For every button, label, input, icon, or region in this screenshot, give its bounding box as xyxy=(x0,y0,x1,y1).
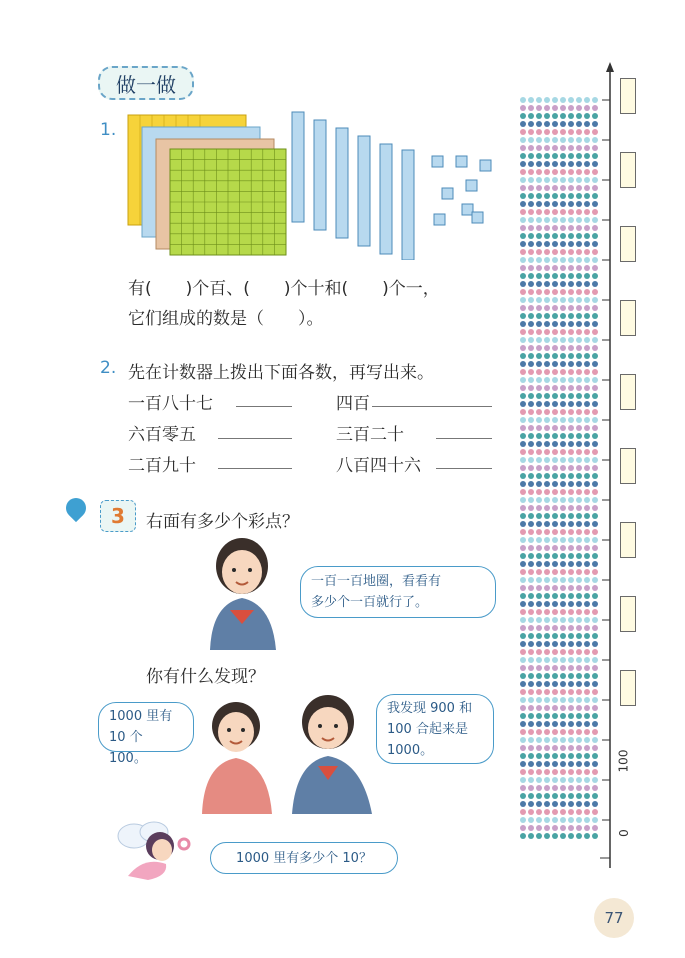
boy-character-image xyxy=(190,532,300,652)
ten-rod xyxy=(402,150,414,260)
ruler-axis xyxy=(598,60,618,872)
fairy-bubble-text: 1000 里有多少个 10？ xyxy=(236,850,372,866)
ruler-answer-box[interactable] xyxy=(620,78,636,114)
bubble-text-line: 多少个一百就行了。 xyxy=(311,595,429,610)
answer-line[interactable] xyxy=(218,438,292,439)
q2-number: 2. xyxy=(100,358,117,378)
answer-line[interactable] xyxy=(436,468,492,469)
girl-character-image xyxy=(192,696,282,814)
q2-item: 六百零五 xyxy=(128,425,196,445)
q2-prompt: 先在计数器上拨出下面各数，再写出来。 xyxy=(128,363,434,383)
one-cube xyxy=(466,180,477,191)
discovery-prompt: 你有什么发现？ xyxy=(146,667,265,687)
answer-line[interactable] xyxy=(372,406,492,407)
page-number: 77 xyxy=(604,909,624,927)
ruler-answer-box[interactable] xyxy=(620,300,636,336)
ten-rod xyxy=(380,144,392,254)
bubble-text-line: 一百一百地圈，看看有 xyxy=(311,574,442,589)
q1-number: 1. xyxy=(100,120,117,140)
section-title: 做一做 xyxy=(116,72,176,97)
ruler-label-0: 0 xyxy=(616,829,631,837)
q1-line2: 它们组成的数是（ ）。 xyxy=(128,309,324,329)
page-number-badge xyxy=(594,898,634,938)
one-cube xyxy=(456,156,467,167)
answer-line[interactable] xyxy=(236,406,292,407)
q2-item: 二百九十 xyxy=(128,456,196,476)
ten-rod xyxy=(292,112,304,222)
q2-item: 三百二十 xyxy=(336,425,404,445)
ten-rod xyxy=(358,136,370,246)
ruler-answer-box[interactable] xyxy=(620,522,636,558)
ruler-answer-box[interactable] xyxy=(620,448,636,484)
boy-speech-bubble xyxy=(300,566,496,618)
answer-line[interactable] xyxy=(436,438,492,439)
hundred-flat-green xyxy=(170,149,286,255)
one-cube xyxy=(442,188,453,199)
example3-title: 右面有多少个彩点？ xyxy=(146,512,299,532)
q2-item: 一百八十七 xyxy=(128,394,213,414)
boy2-character-image xyxy=(284,692,380,814)
colored-dots-field xyxy=(520,96,600,840)
q1-line1: 有( )个百、( )个十和( )个一， xyxy=(128,279,440,299)
bubble-text-line: 100 合起来是 xyxy=(387,722,468,737)
boy2-speech-bubble xyxy=(376,694,494,764)
ten-rod xyxy=(336,128,348,238)
location-pin-icon xyxy=(62,494,90,522)
ruler-answer-box[interactable] xyxy=(620,226,636,262)
ruler-label-100: 100 xyxy=(616,749,631,773)
bubble-text-line: 10 个 100。 xyxy=(109,730,147,766)
ruler-answer-box[interactable] xyxy=(620,374,636,410)
ten-rod xyxy=(314,120,326,230)
ruler-answer-box[interactable] xyxy=(620,670,636,706)
one-cube xyxy=(462,204,473,215)
fairy-character-image xyxy=(108,816,198,882)
fairy-speech-bubble xyxy=(210,842,398,874)
one-cube xyxy=(472,212,483,223)
example-number-badge: 3 xyxy=(100,500,136,532)
one-cube xyxy=(434,214,445,225)
girl-speech-bubble xyxy=(98,702,194,766)
bubble-text-line: 1000。 xyxy=(387,743,434,758)
one-cube xyxy=(480,160,491,171)
base-ten-blocks-figure xyxy=(120,100,500,260)
bubble-text-line: 1000 里有 xyxy=(109,709,173,724)
answer-line[interactable] xyxy=(218,468,292,469)
ruler-answer-box[interactable] xyxy=(620,596,636,632)
q2-item: 八百四十六 xyxy=(336,456,421,476)
one-cube xyxy=(432,156,443,167)
bubble-text-line: 我发现 900 和 xyxy=(387,701,473,716)
ruler-answer-box[interactable] xyxy=(620,152,636,188)
section-title-badge xyxy=(98,66,194,100)
q2-item: 四百 xyxy=(336,394,370,414)
